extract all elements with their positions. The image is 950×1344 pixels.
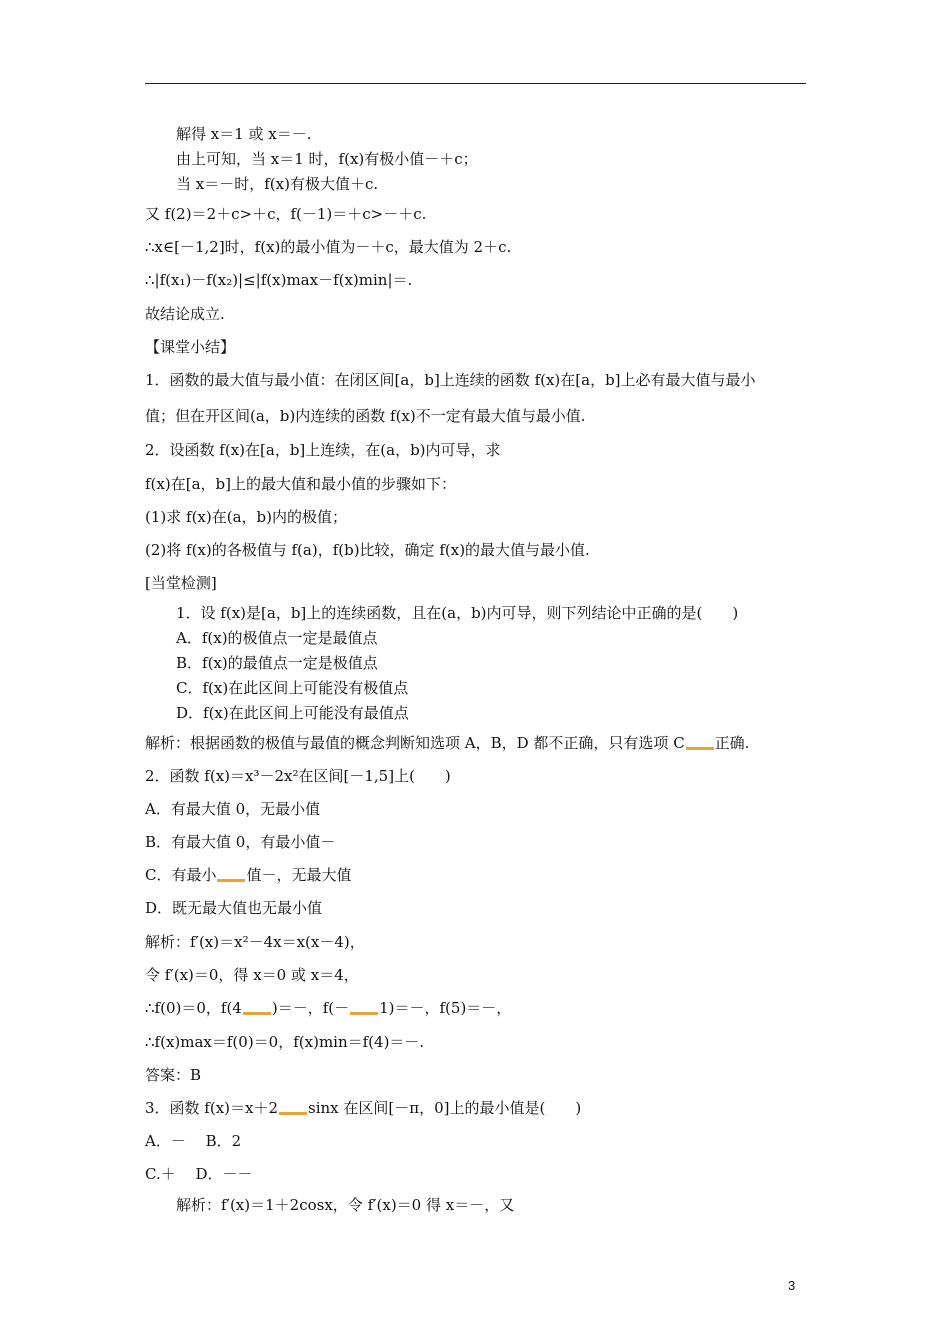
text-line: 解析：f′(x)＝1＋2cosx，令 f′(x)＝0 得 x＝－，又 [176, 1196, 515, 1214]
option-line [145, 865, 352, 885]
option-line: A．有最大值 0，无最小值 [145, 800, 321, 818]
option-line: B．f(x)的最值点一定是极值点 [176, 654, 378, 672]
option-line: D．既无最大值也无最小值 [145, 899, 323, 917]
text-line: f(x)在[a，b]上的最大值和最小值的步骤如下： [145, 475, 456, 493]
page-number: 3 [788, 1278, 796, 1293]
text-segment: 正确. [714, 734, 750, 752]
option-line: C.＋ D．－－ [145, 1165, 253, 1183]
option-line: B．有最大值 0，有最小值－ [145, 833, 336, 851]
text-line: 1．函数的最大值与最小值：在闭区间[a，b]上连续的函数 f(x)在[a，b]上必有最大值与最小 [145, 371, 756, 389]
text-line: 由上可知，当 x＝1 时，f(x)有极小值－＋c； [176, 150, 478, 168]
highlight-mark [686, 747, 714, 750]
answer-line: 答案：B [145, 1066, 202, 1084]
text-line [145, 998, 511, 1018]
text-line: (1)求 f(x)在(a，b)内的极值； [145, 508, 347, 526]
highlight-mark [217, 879, 245, 882]
text-segment: C．有最小 [145, 866, 217, 884]
question-line: 2．函数 f(x)＝x³－2x²在区间[－1,5]上( ) [145, 767, 451, 785]
text-line [145, 733, 749, 753]
text-line: 故结论成立. [145, 305, 225, 323]
section-heading: [当堂检测] [145, 574, 217, 592]
text-segment: 解析：根据函数的极值与最值的概念判断知选项 A，B，D 都不正确，只有选项 C [145, 734, 685, 752]
text-segment: sinx 在区间[－π，0]上的最小值是( ) [308, 1099, 582, 1117]
text-line: 2．设函数 f(x)在[a，b]上连续，在(a，b)内可导，求 [145, 441, 501, 459]
text-line: 解析：f′(x)＝x²－4x＝x(x－4)， [145, 933, 365, 951]
text-line: 令 f′(x)＝0，得 x＝0 或 x＝4， [145, 966, 359, 984]
text-line: 当 x＝－时，f(x)有极大值＋c. [176, 175, 379, 193]
question-line: 1．设 f(x)是[a，b]上的连续函数，且在(a，b)内可导，则下列结论中正确的是( ) [176, 604, 739, 622]
option-line: C．f(x)在此区间上可能没有极值点 [176, 679, 409, 697]
highlight-mark [243, 1012, 271, 1015]
text-segment: 值－，无最大值 [246, 866, 352, 884]
text-segment: ∴f(0)＝0，f(4 [145, 999, 242, 1017]
option-line: D．f(x)在此区间上可能没有最值点 [176, 704, 409, 722]
question-line [145, 1098, 581, 1118]
text-line: (2)将 f(x)的各极值与 f(a)，f(b)比较，确定 f(x)的最大值与最小值. [145, 541, 590, 559]
text-segment: 3．函数 f(x)＝x＋2 [145, 1099, 279, 1117]
option-line: A．－ B．2 [145, 1132, 242, 1150]
text-segment: )＝－，f(－ [271, 999, 350, 1017]
option-line: A．f(x)的极值点一定是最值点 [176, 629, 378, 647]
header-rule [145, 83, 806, 84]
section-heading: 【课堂小结】 [145, 338, 236, 356]
text-line: 解得 x＝1 或 x＝－. [176, 125, 312, 143]
highlight-mark [279, 1112, 307, 1115]
highlight-mark [350, 1012, 378, 1015]
text-line: 值；但在开区间(a，b)内连续的函数 f(x)不一定有最大值与最小值. [145, 407, 586, 425]
text-line: ∴|f(x₁)－f(x₂)|≤|f(x)max－f(x)min|＝. [145, 271, 413, 289]
text-line: 又 f(2)＝2＋c>＋c，f(－1)＝＋c>－＋c. [145, 205, 427, 223]
text-line: ∴x∈[－1,2]时，f(x)的最小值为－＋c，最大值为 2＋c. [145, 238, 512, 256]
text-segment: 1)＝－，f(5)＝－， [379, 999, 512, 1017]
text-line: ∴f(x)max＝f(0)＝0，f(x)min＝f(4)＝－. [145, 1033, 425, 1051]
